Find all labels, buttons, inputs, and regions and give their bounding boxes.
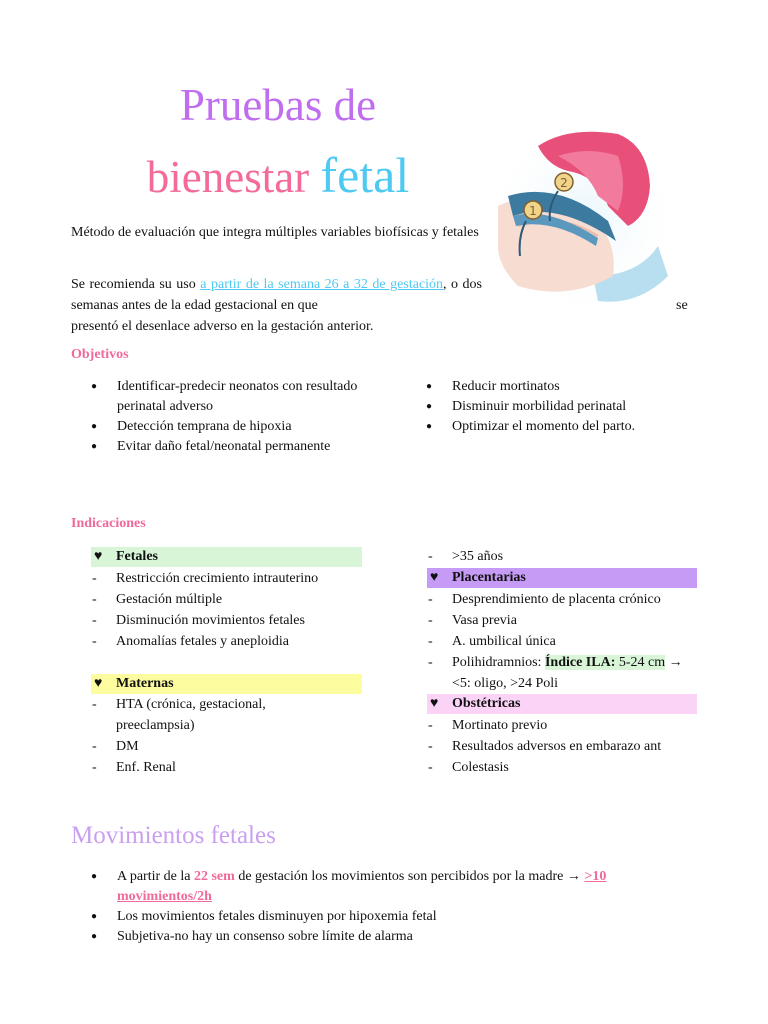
list-item: - DM [92, 739, 139, 754]
list-item: - Colestasis [428, 760, 509, 775]
list-item: - A. umbilical única [428, 634, 556, 649]
list-item: - Desprendimiento de placenta crónico [428, 592, 661, 607]
obstetricas-header [427, 694, 697, 714]
list-item: - Anomalías fetales y aneploidia [92, 634, 289, 649]
list-item-polihidramnios: - Polihidramnios: Índice ILA: 5-24 cm → <5: oligo, >24 Poli [428, 655, 683, 691]
list-item: - Resultados adversos en embarazo ant [428, 739, 662, 754]
intro-recommendation-start: Se recomienda su uso [71, 277, 201, 292]
list-item: ● Identificar-predecir neonatos con resultado perinatal adverso [71, 377, 371, 417]
movimientos-heading: Movimientos fetales [71, 822, 276, 849]
arrow-right-icon: → [566, 869, 581, 884]
gestation-week-link[interactable]: a partir de la semana 26 a 32 de gestación [200, 277, 444, 292]
list-item: - Restricción crecimiento intrauterino [92, 571, 319, 586]
placentarias-list [407, 589, 707, 694]
fetal-monitor-illustration [498, 126, 668, 306]
objetivos-list-left [71, 377, 371, 457]
list-item: - Enf. Renal [92, 760, 176, 775]
fetales-list [71, 568, 371, 652]
list-item: ● Evitar daño fetal/neonatal permanente [71, 437, 371, 457]
intro-recommendation-tail: se [676, 298, 688, 313]
list-item: - Mortinato previo [428, 718, 548, 733]
list-item: ● Subjetiva-no hay un consenso sobre límite de alarma [71, 927, 696, 947]
marker-2-label: 2 [560, 176, 568, 190]
list-item: ● Optimizar el momento del parto. [406, 417, 706, 437]
fetales-header [91, 547, 362, 567]
objetivos-heading: Objetivos [71, 347, 129, 362]
list-item: - Disminución movimientos fetales [92, 613, 305, 628]
title-word-bienestar: bienestar [146, 152, 310, 202]
placentarias-label: Placentarias [452, 570, 526, 585]
intro-definition: Método de evaluación que integra múltiples variables biofísicas y fetales [71, 225, 479, 240]
list-item: ● Disminuir morbilidad perinatal [406, 397, 706, 417]
intro-recommendation-rest: , o dos semanas antes de la edad gestacional en que [71, 277, 483, 313]
obstetricas-label: Obstétricas [452, 696, 521, 711]
list-item: - Gestación múltiple [92, 592, 223, 607]
list-item: - HTA (crónica, gestacional, preeclampsia) [92, 697, 266, 733]
placentarias-header [427, 568, 697, 588]
heart-icon: ♥ [430, 570, 439, 585]
list-item: ● Reducir mortinatos [406, 377, 706, 397]
marker-1-label: 1 [529, 204, 537, 218]
indicaciones-heading: Indicaciones [71, 516, 146, 531]
list-item: - Vasa previa [428, 613, 517, 628]
list-item: ● A partir de la 22 sem de gestación los movimientos son percibidos por la madre → >10 movimientos/2h [71, 867, 696, 907]
page-title-line2 [0, 144, 556, 208]
objetivos-list-right [406, 377, 706, 437]
list-item: ● Los movimientos fetales disminuyen por hipoxemia fetal [71, 907, 696, 927]
maternas-list [71, 694, 341, 778]
page-title-line1: Pruebas de [179, 80, 377, 130]
obstetricas-list [407, 715, 707, 778]
heart-icon: ♥ [430, 696, 439, 711]
maternas-label: Maternas [116, 676, 174, 691]
movimientos-list [71, 867, 696, 947]
maternas-header [91, 674, 362, 694]
list-item: - >35 años [428, 549, 504, 564]
maternas-extra-list [407, 546, 707, 567]
heart-icon: ♥ [94, 676, 103, 691]
heart-icon: ♥ [94, 549, 103, 564]
intro-recommendation-last: presentó el desenlace adverso en la gestación anterior. [71, 319, 374, 334]
list-item: ● Detección temprana de hipoxia [71, 417, 371, 437]
intro-recommendation [71, 274, 482, 316]
fetales-label: Fetales [116, 549, 158, 564]
title-word-fetal: fetal [320, 147, 410, 203]
arrow-right-icon: → [668, 655, 683, 670]
